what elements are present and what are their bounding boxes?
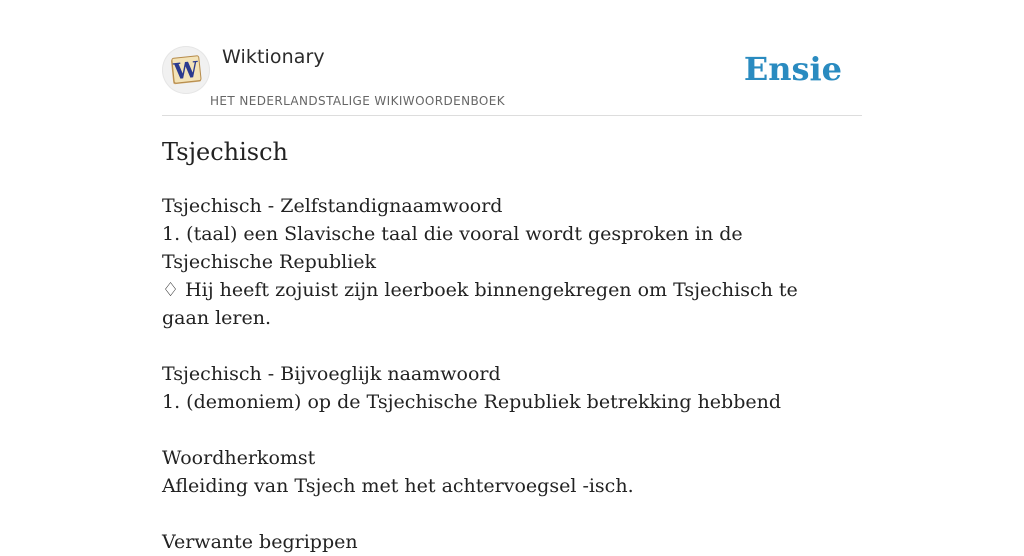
- example-line: ♢ Hij heeft zojuist zijn leerboek binnengekregen om Tsjechisch te gaan leren.: [162, 279, 798, 329]
- page-title: Tsjechisch: [162, 138, 289, 166]
- definition-line: 1. (demoniem) op de Tsjechische Republiek betrekking hebbend: [162, 391, 782, 413]
- ensie-brand-link[interactable]: Ensie: [743, 50, 842, 88]
- site-header: [162, 44, 862, 116]
- entry-content: [162, 192, 842, 556]
- section-heading-noun: Tsjechisch - Zelfstandignaamwoord: [162, 195, 503, 217]
- definition-line: 1. (taal) een Slavische taal die vooral wordt gesproken in de Tsjechische Republiek: [162, 223, 743, 273]
- site-tagline: HET NEDERLANDSTALIGE WIKIWOORDENBOEK: [210, 94, 506, 108]
- section-heading-adjective: Tsjechisch - Bijvoeglijk naamwoord: [162, 363, 501, 385]
- wiktionary-logo-icon: [168, 53, 204, 87]
- spacer: [162, 332, 842, 360]
- spacer: [162, 416, 842, 444]
- section-heading-etymology: Woordherkomst: [162, 447, 316, 469]
- spacer: [162, 500, 842, 528]
- wiktionary-logo[interactable]: [162, 46, 210, 94]
- etymology-line: Afleiding van Tsjech met het achtervoegsel -isch.: [162, 475, 634, 497]
- section-heading-related: Verwante begrippen: [162, 531, 358, 553]
- site-name[interactable]: Wiktionary: [222, 46, 325, 68]
- logo-letter: W: [172, 56, 200, 86]
